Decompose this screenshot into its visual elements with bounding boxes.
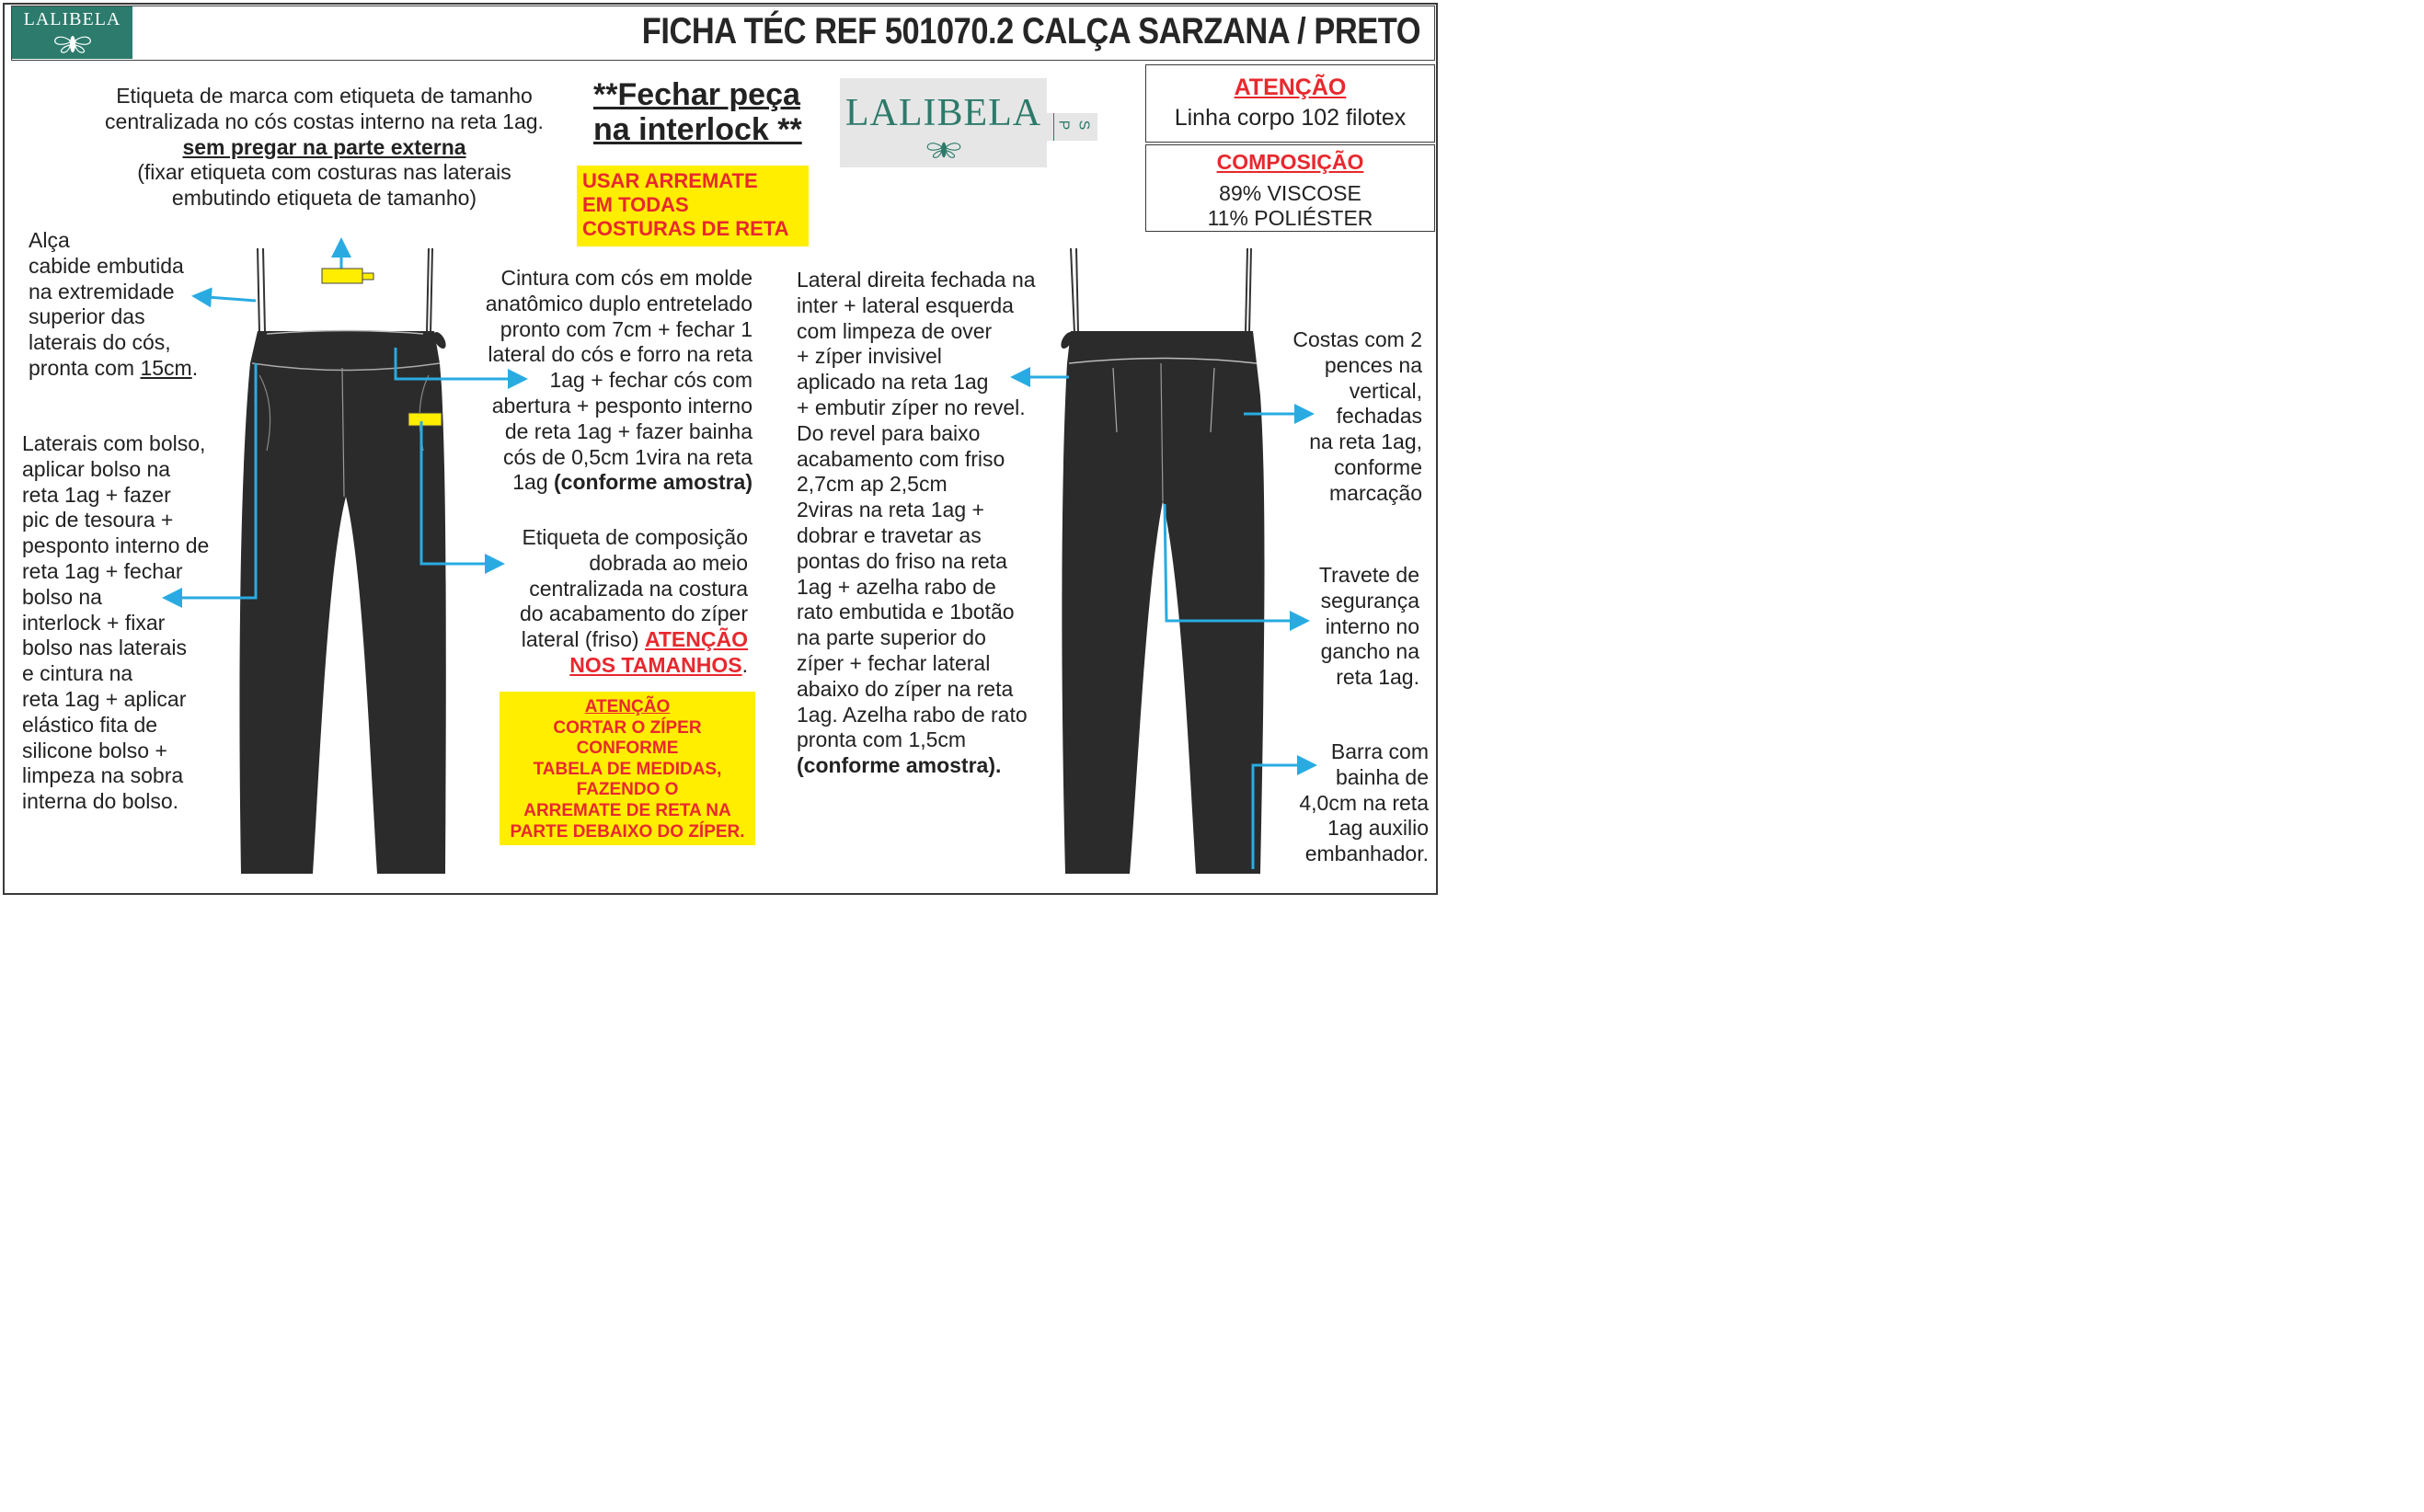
finish-all-box bbox=[577, 166, 809, 246]
note-line: (conforme amostra). bbox=[797, 753, 1002, 778]
note-line: centralizada na costura bbox=[529, 576, 748, 601]
note-line: Lateral direita fechada na bbox=[797, 268, 1036, 292]
note-line: cós de 0,5cm 1vira na reta bbox=[502, 444, 752, 469]
note-text: . bbox=[191, 355, 199, 380]
note-line: reta 1ag + aplicar bbox=[22, 686, 187, 711]
note-line: dobrar e travetar as bbox=[797, 522, 982, 547]
note-line: CORTAR O ZÍPER bbox=[553, 717, 702, 738]
tech-sheet bbox=[0, 0, 1442, 899]
note-line: marcação bbox=[1329, 480, 1422, 505]
note-line: 4,0cm na reta bbox=[1299, 790, 1429, 815]
note-line: FAZENDO O bbox=[576, 780, 679, 800]
note-text: lateral (friso) bbox=[521, 627, 645, 652]
note-line: com limpeza de over bbox=[797, 318, 993, 343]
note-line: lateral do cós e forro na reta bbox=[488, 342, 752, 367]
note-alert: NOS TAMANHOS bbox=[569, 652, 742, 677]
note-line: bolso na bbox=[22, 584, 102, 609]
note-line bbox=[478, 627, 748, 653]
note-line: laterais do cós, bbox=[29, 330, 171, 355]
note-line: na parte superior do bbox=[797, 625, 986, 650]
note-line: Do revel para baixo bbox=[797, 420, 981, 445]
note-line: COSTURAS DE RETA bbox=[582, 217, 789, 240]
note-line: do acabamento do zíper bbox=[519, 601, 748, 626]
note-line: 1ag. Azelha rabo de rato bbox=[797, 702, 1028, 727]
note-line: ATENÇÃO bbox=[584, 697, 671, 716]
note-line: **Fechar peça bbox=[593, 77, 800, 112]
note-line: abaixo do zíper na reta bbox=[797, 676, 1014, 701]
note-line: elástico fita de bbox=[22, 712, 158, 737]
note-line: 2viras na reta 1ag + bbox=[797, 498, 984, 522]
page-title: FICHA TÉC REF 501070.2 CALÇA SARZANA / PRETO bbox=[641, 11, 1420, 52]
note-line: conforme bbox=[1334, 454, 1422, 479]
note-line: (fixar etiqueta com costuras nas laterais bbox=[137, 160, 511, 185]
note-text: pronta com bbox=[29, 355, 141, 380]
note-line: + zíper invisivel bbox=[797, 344, 942, 369]
note-line: inter + lateral esquerda bbox=[797, 292, 1014, 317]
note-line: 2,7cm ap 2,5cm bbox=[797, 472, 948, 497]
note-line: pences na bbox=[1324, 352, 1422, 377]
note-line: acabamento com friso bbox=[797, 446, 1005, 471]
note-line: aplicado na reta 1ag bbox=[797, 370, 989, 395]
note-line: de reta 1ag + fazer bainha bbox=[504, 418, 752, 443]
note-line: EM TODAS bbox=[582, 193, 689, 216]
note-line: rato embutida e 1botão bbox=[797, 600, 1015, 624]
note-alert: ATENÇÃO bbox=[644, 627, 748, 652]
note-line: segurança bbox=[1320, 588, 1419, 613]
note-line: CONFORME bbox=[576, 739, 679, 759]
note-line: USAR ARREMATE bbox=[582, 169, 758, 192]
note-line: pic de tesoura + bbox=[22, 508, 174, 533]
note-line: silicone bolso + bbox=[22, 738, 167, 762]
brand-label-marker bbox=[322, 241, 373, 283]
note-line: vertical, bbox=[1349, 378, 1422, 403]
note-line: bainha de bbox=[1335, 764, 1429, 789]
note-line: zíper + fechar lateral bbox=[797, 650, 991, 675]
note-line: Alça bbox=[29, 228, 70, 252]
note-line: na reta 1ag, bbox=[1309, 430, 1422, 454]
note-back-darts bbox=[1269, 327, 1422, 507]
note-line: 1ag auxilio bbox=[1327, 816, 1429, 841]
note-line: pronto com 7cm + fechar 1 bbox=[500, 316, 752, 341]
composition-line: 89% VISCOSE bbox=[1219, 181, 1361, 205]
note-bartack bbox=[1288, 563, 1419, 691]
note-interlock bbox=[593, 77, 802, 147]
note-line: interna do bolso. bbox=[22, 789, 179, 814]
front-pants bbox=[239, 248, 448, 874]
note-waistband bbox=[451, 266, 752, 496]
note-line: Travete de bbox=[1318, 563, 1419, 587]
note-brand-label bbox=[74, 84, 575, 212]
note-line: na extremidade bbox=[29, 279, 175, 304]
note-line: gancho na bbox=[1320, 639, 1419, 664]
note-line: fechadas bbox=[1336, 404, 1422, 429]
note-line: abertura + pesponto interno bbox=[491, 393, 752, 418]
note-line: reta 1ag. bbox=[1336, 665, 1419, 690]
back-pants bbox=[1059, 248, 1265, 874]
note-measure: 15cm bbox=[140, 355, 192, 380]
brand-label-text: LALIBELA bbox=[844, 92, 1042, 134]
note-line: dobrada ao meio bbox=[589, 550, 748, 575]
note-side-pockets bbox=[22, 431, 209, 815]
note-line: 1ag + azelha rabo de bbox=[797, 574, 996, 599]
note-line: pontas do friso na reta bbox=[797, 548, 1007, 573]
attention-text: Linha corpo 102 filotex bbox=[1174, 105, 1407, 131]
note-line: bolso nas laterais bbox=[22, 636, 187, 660]
note-line: interno no bbox=[1325, 613, 1419, 638]
composition-title: COMPOSIÇÃO bbox=[1216, 150, 1364, 174]
note-line: centralizada no cós costas interno na reta 1ag. bbox=[105, 109, 544, 133]
note-line: anatômico duplo entretelado bbox=[485, 291, 752, 315]
note-line: e cintura na bbox=[22, 661, 133, 686]
note-text: (conforme amostra) bbox=[554, 470, 752, 495]
note-line: reta 1ag + fazer bbox=[22, 482, 171, 507]
note-line: pronta com 1,5cm bbox=[797, 727, 967, 752]
attention-title: ATENÇÃO bbox=[1234, 74, 1347, 100]
note-hanger-loop bbox=[29, 228, 198, 382]
note-composition-label bbox=[478, 525, 748, 679]
note-line: cabide embutida bbox=[29, 253, 184, 278]
note-line: embanhador. bbox=[1304, 842, 1429, 866]
note-line: aplicar bolso na bbox=[22, 456, 171, 481]
note-text: . bbox=[741, 652, 748, 677]
note-line: superior das bbox=[29, 304, 145, 329]
note-line bbox=[29, 356, 198, 382]
zipper-warning-box bbox=[500, 692, 755, 845]
composition-line: 11% POLIÉSTER bbox=[1207, 206, 1373, 230]
note-line bbox=[451, 470, 752, 496]
note-line: limpeza na sobra bbox=[22, 763, 184, 788]
note-line: TABELA DE MEDIDAS, bbox=[533, 759, 722, 779]
note-line: Etiqueta de composição bbox=[522, 525, 748, 549]
note-line: Laterais com bolso, bbox=[22, 431, 206, 455]
note-line: + embutir zíper no revel. bbox=[797, 395, 1026, 419]
note-text: 1ag bbox=[512, 470, 555, 495]
note-line: Barra com bbox=[1330, 739, 1429, 763]
note-line: ARREMATE DE RETA NA bbox=[523, 800, 731, 820]
note-line: pesponto interno de bbox=[22, 533, 210, 558]
arrow-hanger-loop bbox=[195, 296, 256, 301]
note-side-seams bbox=[797, 268, 1036, 779]
note-line: 1ag + fechar cós com bbox=[549, 368, 752, 393]
note-line: na interlock ** bbox=[593, 112, 802, 147]
brand-logo-text: LALIBELA bbox=[23, 9, 121, 29]
note-line: Costas com 2 bbox=[1292, 327, 1422, 351]
note-line: reta 1ag + fechar bbox=[22, 558, 183, 583]
note-line: Cintura com cós em molde bbox=[500, 266, 752, 290]
note-line: PARTE DEBAIXO DO ZÍPER. bbox=[510, 821, 745, 842]
note-line: Etiqueta de marca com etiqueta de tamanho bbox=[116, 84, 533, 108]
note-line bbox=[478, 653, 748, 679]
note-line: interlock + fixar bbox=[22, 610, 166, 635]
note-line: sem pregar na parte externa bbox=[182, 134, 466, 159]
note-line: embutindo etiqueta de tamanho) bbox=[171, 186, 477, 211]
size-letter-s: S bbox=[1075, 120, 1092, 131]
note-hem bbox=[1279, 739, 1429, 867]
size-letter-p: P bbox=[1055, 120, 1072, 131]
